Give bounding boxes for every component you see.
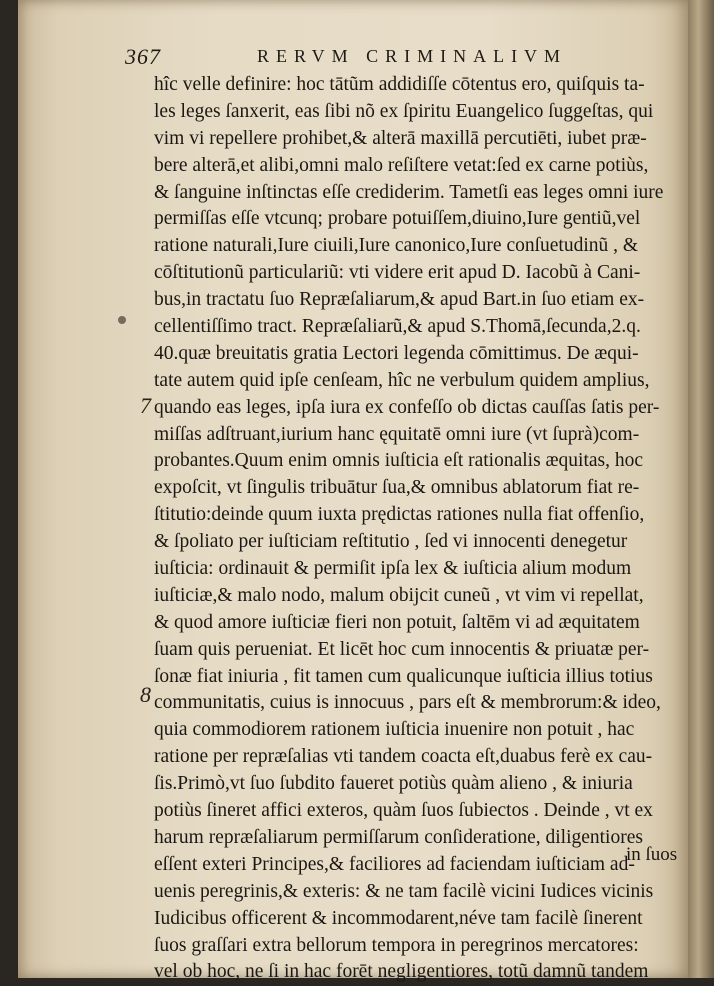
text-line: quando eas leges, ipſa iura ex confeſſo ob dictas cauſſas ſatis per- — [154, 396, 660, 418]
text-line: miſſas adſtruant,iurium hanc ęquitatē omni iure (vt ſuprà)com- — [154, 423, 640, 445]
text-line: quia commodiorem rationem iuſticia inuenire non potuit , hac — [154, 719, 635, 741]
text-line: permiſſas eſſe vtcunq; probare potuiſſem,diuino,Iure gentiũ,vel — [154, 208, 641, 230]
body-text — [154, 72, 682, 986]
text-line: tate autem quid ipſe cenſeam, hîc ne verbulum quidem amplius, — [154, 369, 650, 391]
page-header — [125, 44, 685, 74]
text-line: ſonæ fiat iniuria , fit tamen cum qualicunque iuſticia illius totius — [154, 665, 653, 687]
text-line: 40.quæ breuitatis gratia Lectori legenda cōmittimus. De æqui- — [154, 342, 639, 364]
text-line: & quod amore iuſticiæ fieri non potuit, ſaltēm vi ad æquitatem — [154, 611, 640, 633]
text-line: ratione naturali,Iure ciuili,Iure canonico,Iure conſuetudinũ , & — [154, 235, 639, 257]
text-line: hîc velle definire: hoc tātũm addidiſſe cōtentus ero, quiſquis ta- — [154, 74, 645, 95]
margin-note-8: 8 — [140, 682, 151, 707]
text-line: ſuam quis perueniat. Et licēt hoc cum innocentis & priuatæ per- — [154, 638, 650, 660]
page-number: 367 — [125, 44, 161, 69]
text-line: bus,in tractatu ſuo Repræſaliarum,& apud Bart.in ſuo etiam ex- — [154, 289, 645, 311]
text-line: harum repræſaliarum permiſſarum conſideratione, diligentiores — [154, 826, 643, 848]
text-line: vel ob hoc, ne ſi in hac forēt negligentiores, totũ damnũ tandem — [154, 961, 649, 983]
text-line: iuſticia: ordinauit & permiſit ipſa lex & iuſticia alium modum — [154, 558, 632, 580]
text-line: bere alterā,et alibi,omni malo reſiſtere vetat:ſed ex carne potiùs, — [154, 154, 649, 176]
text-line: & ſanguine inſtinctas eſſe crediderim. Tametſi eas leges omni iure — [154, 181, 664, 203]
text-line: & ſpoliato per iuſticiam reſtitutio , ſed vi innocenti denegetur — [154, 531, 628, 553]
text-line: probantes.Quum enim omnis iuſticia eſt rationalis æquitas, hoc — [154, 450, 644, 472]
text-line: cellentiſſimo tract. Repræſaliarũ,& apud S.Thomā,ſecunda,2.q. — [154, 316, 641, 338]
ink-blot — [118, 316, 126, 324]
text-line: eſſent exteri Principes,& faciliores ad faciendam iuſticiam ad- — [154, 853, 635, 875]
text-line: ratione per repræſalias vti tandem coacta eſt,duabus ferè ex cau- — [154, 746, 653, 768]
running-title: RERVM CRIMINALIVM — [257, 46, 568, 66]
text-line: iuſticiæ,& malo nodo, malum obijcit cuneũ , vt vim vi repellat, — [154, 584, 644, 606]
text-line: expoſcit, vt ſingulis tribuātur ſua,& omnibus ablatorum fiat re- — [154, 477, 640, 499]
catchword: in ſuos — [626, 844, 678, 865]
text-line: ſtitutio:deinde quum iuxta prędictas rationes nulla fiat offenſio, — [154, 504, 645, 526]
text-line: uenis peregrinis,& exteris: & ne tam facilè vicini Iudices vicinis — [154, 880, 654, 902]
text-line: les leges ſanxerit, eas ſibi nõ ex ſpiritu Euangelico ſuggeſtas, qui — [154, 100, 654, 122]
text-line: communitatis, cuius is innocuus , pars eſt & membrorum:& ideo, — [154, 692, 661, 714]
text-line: cōſtitutionũ particulariũ: vti videre erit apud D. Iacobũ à Cani- — [154, 262, 641, 284]
text-line: Iudicibus officerent & incommodarent,néve tam facilè ſinerent — [154, 907, 643, 929]
margin-note-7: 7 — [140, 393, 151, 418]
text-line: ſis.Primò,vt ſuo ſubdito faueret potiùs quàm alieno , & iniuria — [154, 773, 633, 795]
text-line: ſuos graſſari extra bellorum tempora in peregrinos mercatores: — [154, 934, 639, 956]
text-line: potiùs ſineret affici exteros, quàm ſuos ſubiectos . Deinde , vt ex — [154, 800, 653, 822]
page-edge — [688, 0, 714, 978]
text-line: vim vi repellere prohibet,& alterā maxillā percutiēti, iubet præ- — [154, 127, 647, 149]
